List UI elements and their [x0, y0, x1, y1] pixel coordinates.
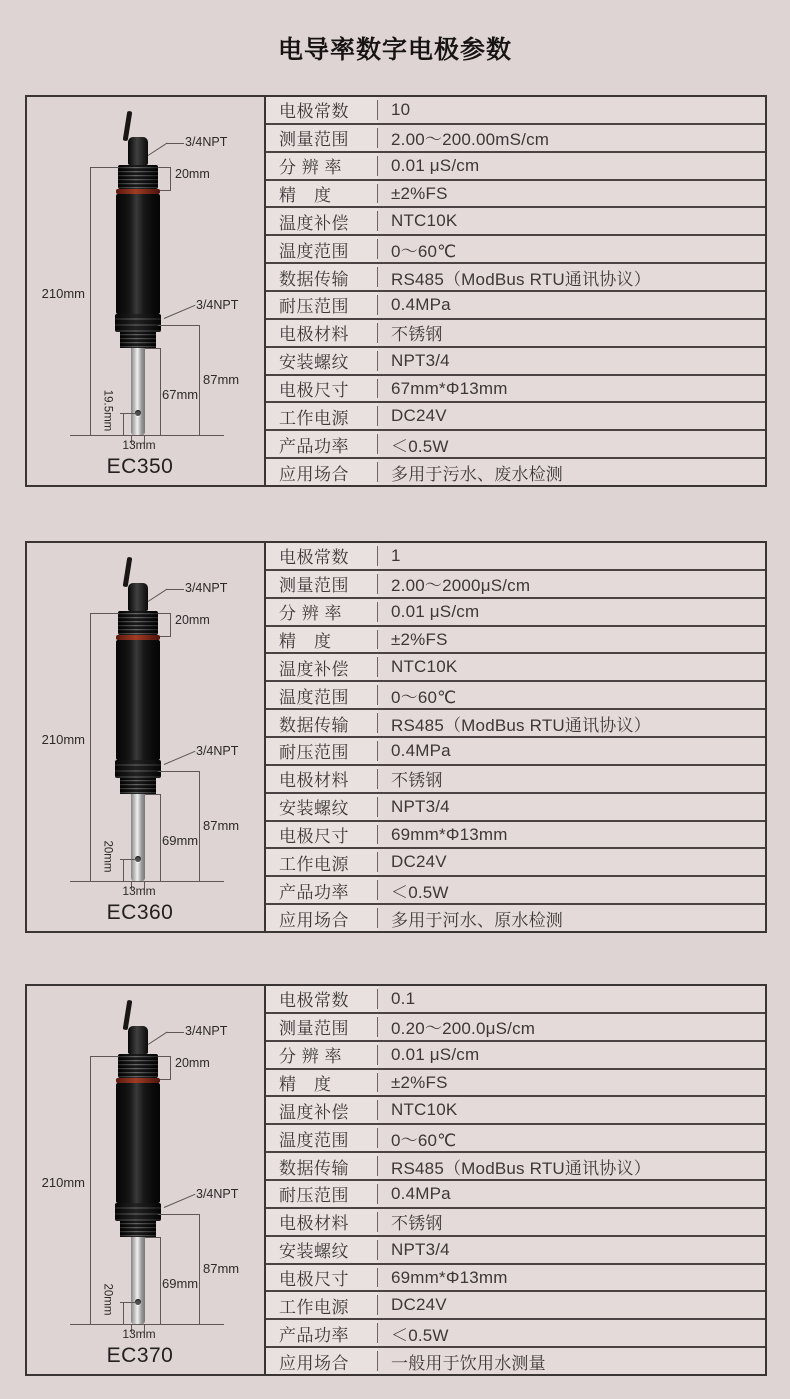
spec-label: 耐压范围	[266, 292, 378, 318]
spec-row	[266, 1348, 765, 1374]
probe-rod	[131, 348, 145, 435]
spec-row	[266, 738, 765, 766]
dim-tick	[90, 167, 119, 168]
product-model: EC370	[106, 1344, 174, 1367]
spec-label: 温度范围	[266, 236, 378, 262]
spec-value: RS485（ModBus RTU通讯协议）	[378, 264, 765, 290]
spec-value: NTC10K	[378, 654, 765, 680]
dim-label-total-length: 210mm	[41, 732, 85, 747]
dim-label-hole-offset: 20mm	[101, 840, 114, 873]
spec-row	[266, 1070, 765, 1098]
spec-label: 温度补偿	[266, 654, 378, 680]
spec-value: 0.01 μS/cm	[378, 153, 765, 179]
dim-label-immersion-length: 87mm	[203, 372, 240, 387]
dim-label-immersion-length: 87mm	[203, 1261, 240, 1276]
spec-row	[266, 292, 765, 320]
spec-label: 工作电源	[266, 1292, 378, 1318]
probe-hex-body	[116, 194, 160, 314]
dim-label-rod-diameter: 13mm	[122, 884, 156, 898]
spec-row	[266, 627, 765, 655]
spec-row	[266, 1237, 765, 1265]
spec-label: 分 辨 率	[266, 153, 378, 179]
dim-label-top-thread: 3/4NPT	[185, 581, 228, 595]
spec-value: 不锈钢	[378, 320, 765, 346]
dim-line-thread-height	[170, 613, 171, 637]
spec-row	[266, 431, 765, 459]
spec-row	[266, 766, 765, 794]
dim-label-hole-offset: 20mm	[101, 1283, 114, 1316]
spec-label: 应用场合	[266, 459, 378, 485]
spec-label: 分 辨 率	[266, 1042, 378, 1068]
spec-value: 2.00～2000μS/cm	[378, 571, 765, 597]
spec-label: 产品功率	[266, 877, 378, 903]
spec-row	[266, 153, 765, 181]
probe-bottom-thread	[120, 778, 156, 794]
spec-row	[266, 986, 765, 1014]
spec-row	[266, 1292, 765, 1320]
dim-label-top-thread: 3/4NPT	[185, 135, 228, 149]
probe-top-thread	[118, 1054, 158, 1078]
probe-rod	[131, 1237, 145, 1324]
dim-label-rod-length: 69mm	[162, 1276, 199, 1291]
spec-row	[266, 125, 765, 153]
spec-row	[266, 97, 765, 125]
spec-value: DC24V	[378, 1292, 765, 1318]
spec-row	[266, 181, 765, 209]
spec-label: 安装螺纹	[266, 348, 378, 374]
dim-label-bottom-thread: 3/4NPT	[196, 1187, 239, 1201]
spec-row	[266, 849, 765, 877]
spec-row	[266, 571, 765, 599]
spec-value: RS485（ModBus RTU通讯协议）	[378, 710, 765, 736]
spec-label: 分 辨 率	[266, 599, 378, 625]
spec-row	[266, 320, 765, 348]
dim-line-total	[90, 167, 91, 435]
leader-line	[148, 1032, 168, 1045]
dim-tick	[120, 859, 137, 860]
dim-tick	[90, 613, 119, 614]
spec-value: ±2%FS	[378, 627, 765, 653]
spec-value: NTC10K	[378, 1097, 765, 1123]
dim-label-rod-length: 67mm	[162, 387, 199, 402]
dim-label-rod-length: 69mm	[162, 833, 199, 848]
leader-line	[164, 305, 196, 319]
spec-row	[266, 1320, 765, 1348]
spec-label: 温度补偿	[266, 208, 378, 234]
spec-label: 数据传输	[266, 264, 378, 290]
spec-label: 精 度	[266, 627, 378, 653]
spec-value: DC24V	[378, 849, 765, 875]
spec-row	[266, 682, 765, 710]
spec-row	[266, 1265, 765, 1293]
dim-tick	[145, 1237, 160, 1238]
dim-baseline	[70, 1324, 224, 1325]
spec-row	[266, 710, 765, 738]
probe-bottom-thread	[120, 1221, 156, 1237]
spec-value: NTC10K	[378, 208, 765, 234]
spec-label: 电极常数	[266, 97, 378, 123]
dim-label-hole-offset: 19.5mm	[101, 389, 114, 432]
product-model: EC350	[106, 455, 174, 478]
spec-row	[266, 1209, 765, 1237]
leader-line	[164, 1194, 196, 1208]
dim-line-thread-height	[170, 1056, 171, 1080]
spec-label: 电极尺寸	[266, 376, 378, 402]
probe-nut	[115, 760, 161, 778]
spec-value: 0.20～200.0μS/cm	[378, 1014, 765, 1040]
dim-label-top-thread: 3/4NPT	[185, 1024, 228, 1038]
dim-line-rod	[160, 794, 161, 881]
spec-value: 0～60℃	[378, 682, 765, 708]
spec-value: 1	[378, 543, 765, 569]
spec-value: 0.4MPa	[378, 1181, 765, 1207]
spec-label: 温度补偿	[266, 1097, 378, 1123]
spec-label: 安装螺纹	[266, 794, 378, 820]
spec-row	[266, 376, 765, 404]
spec-label: 测量范围	[266, 125, 378, 151]
spec-value: 0.4MPa	[378, 292, 765, 318]
leader-line	[166, 143, 184, 144]
product-diagram	[27, 97, 264, 485]
spec-value: 多用于污水、废水检测	[378, 459, 765, 485]
product-section	[25, 541, 767, 933]
spec-value: DC24V	[378, 403, 765, 429]
probe-top-thread	[118, 165, 158, 189]
dim-tick	[145, 794, 160, 795]
spec-row	[266, 403, 765, 431]
product-diagram	[27, 543, 264, 931]
spec-row	[266, 654, 765, 682]
dim-tick	[158, 325, 199, 326]
leader-line	[166, 589, 184, 590]
dim-line-total	[90, 613, 91, 881]
dim-label-bottom-thread: 3/4NPT	[196, 298, 239, 312]
probe-hex-body	[116, 640, 160, 760]
spec-value: NPT3/4	[378, 1237, 765, 1263]
spec-label: 耐压范围	[266, 1181, 378, 1207]
spec-table	[264, 97, 765, 485]
spec-value: ＜0.5W	[378, 1320, 765, 1346]
dim-baseline	[70, 881, 224, 882]
spec-value: ＜0.5W	[378, 877, 765, 903]
probe-cable-gland	[128, 1026, 148, 1054]
leader-line	[164, 751, 196, 765]
dim-line-rod	[160, 1237, 161, 1324]
dim-label-bottom-thread: 3/4NPT	[196, 744, 239, 758]
spec-label: 电极材料	[266, 320, 378, 346]
spec-value: RS485（ModBus RTU通讯协议）	[378, 1153, 765, 1179]
spec-label: 耐压范围	[266, 738, 378, 764]
dim-tick	[90, 1056, 119, 1057]
spec-row	[266, 1181, 765, 1209]
spec-value: ±2%FS	[378, 181, 765, 207]
spec-value: ＜0.5W	[378, 431, 765, 457]
spec-label: 温度范围	[266, 1125, 378, 1151]
spec-label: 测量范围	[266, 1014, 378, 1040]
spec-value: ±2%FS	[378, 1070, 765, 1096]
spec-value: 0.1	[378, 986, 765, 1012]
leader-line	[148, 589, 168, 602]
leader-line	[166, 1032, 184, 1033]
spec-row	[266, 877, 765, 905]
spec-row	[266, 905, 765, 931]
spec-label: 数据传输	[266, 1153, 378, 1179]
dim-line-rod	[160, 348, 161, 435]
spec-value: 0～60℃	[378, 236, 765, 262]
probe-cable-gland	[128, 137, 148, 165]
spec-table	[264, 543, 765, 931]
dim-line-hole-offset	[123, 413, 124, 435]
spec-value: 10	[378, 97, 765, 123]
spec-label: 应用场合	[266, 1348, 378, 1374]
spec-row	[266, 1042, 765, 1070]
dim-label-thread-height: 20mm	[175, 1056, 210, 1070]
dim-line-immersion	[199, 1214, 200, 1324]
spec-label: 工作电源	[266, 403, 378, 429]
spec-row	[266, 264, 765, 292]
product-section	[25, 984, 767, 1376]
spec-row	[266, 236, 765, 264]
spec-table	[264, 986, 765, 1374]
spec-label: 电极尺寸	[266, 822, 378, 848]
dim-baseline	[70, 435, 224, 436]
spec-value: 2.00～200.00mS/cm	[378, 125, 765, 151]
leader-line	[148, 143, 168, 156]
dim-label-thread-height: 20mm	[175, 613, 210, 627]
spec-value: NPT3/4	[378, 794, 765, 820]
spec-label: 数据传输	[266, 710, 378, 736]
dim-label-rod-diameter: 13mm	[122, 438, 156, 452]
probe-nut	[115, 1203, 161, 1221]
spec-row	[266, 1125, 765, 1153]
probe-top-thread	[118, 611, 158, 635]
spec-value: 0～60℃	[378, 1125, 765, 1151]
spec-row	[266, 1153, 765, 1181]
spec-label: 电极尺寸	[266, 1265, 378, 1291]
spec-label: 电极材料	[266, 1209, 378, 1235]
dim-tick	[120, 413, 137, 414]
spec-value: 不锈钢	[378, 766, 765, 792]
spec-label: 测量范围	[266, 571, 378, 597]
dim-line-immersion	[199, 325, 200, 435]
spec-value: 0.01 μS/cm	[378, 599, 765, 625]
dim-line-total	[90, 1056, 91, 1324]
probe-cable-gland	[128, 583, 148, 611]
spec-row	[266, 794, 765, 822]
probe-hex-body	[116, 1083, 160, 1203]
dim-line-hole-offset	[123, 1302, 124, 1324]
spec-label: 电极材料	[266, 766, 378, 792]
spec-label: 精 度	[266, 181, 378, 207]
dim-line-immersion	[199, 771, 200, 881]
spec-label: 电极常数	[266, 986, 378, 1012]
spec-row	[266, 599, 765, 627]
spec-label: 电极常数	[266, 543, 378, 569]
spec-value: 多用于河水、原水检测	[378, 905, 765, 931]
spec-label: 精 度	[266, 1070, 378, 1096]
dim-tick	[158, 1214, 199, 1215]
product-model: EC360	[106, 901, 174, 924]
spec-label: 工作电源	[266, 849, 378, 875]
spec-row	[266, 208, 765, 236]
spec-label: 产品功率	[266, 1320, 378, 1346]
spec-label: 应用场合	[266, 905, 378, 931]
spec-value: 一般用于饮用水测量	[378, 1348, 765, 1374]
dim-line-thread-height	[170, 167, 171, 191]
dim-label-immersion-length: 87mm	[203, 818, 240, 833]
probe-nut	[115, 314, 161, 332]
spec-row	[266, 543, 765, 571]
spec-value: 不锈钢	[378, 1209, 765, 1235]
dim-label-rod-diameter: 13mm	[122, 1327, 156, 1341]
dim-tick	[158, 771, 199, 772]
dim-label-total-length: 210mm	[41, 1175, 85, 1190]
spec-row	[266, 1014, 765, 1042]
product-diagram	[27, 986, 264, 1374]
spec-value: NPT3/4	[378, 348, 765, 374]
spec-value: 0.4MPa	[378, 738, 765, 764]
spec-label: 温度范围	[266, 682, 378, 708]
spec-row	[266, 822, 765, 850]
product-section	[25, 95, 767, 487]
dim-tick	[145, 348, 160, 349]
spec-row	[266, 459, 765, 485]
spec-row	[266, 348, 765, 376]
spec-label: 产品功率	[266, 431, 378, 457]
dim-tick	[120, 1302, 137, 1303]
page-title: 电导率数字电极参数	[277, 36, 512, 64]
spec-value: 67mm*Φ13mm	[378, 376, 765, 402]
spec-label: 安装螺纹	[266, 1237, 378, 1263]
dim-label-thread-height: 20mm	[175, 167, 210, 181]
spec-value: 69mm*Φ13mm	[378, 1265, 765, 1291]
spec-value: 69mm*Φ13mm	[378, 822, 765, 848]
dim-label-total-length: 210mm	[41, 286, 85, 301]
spec-row	[266, 1097, 765, 1125]
probe-bottom-thread	[120, 332, 156, 348]
dim-line-hole-offset	[123, 859, 124, 881]
probe-rod	[131, 794, 145, 881]
spec-value: 0.01 μS/cm	[378, 1042, 765, 1068]
